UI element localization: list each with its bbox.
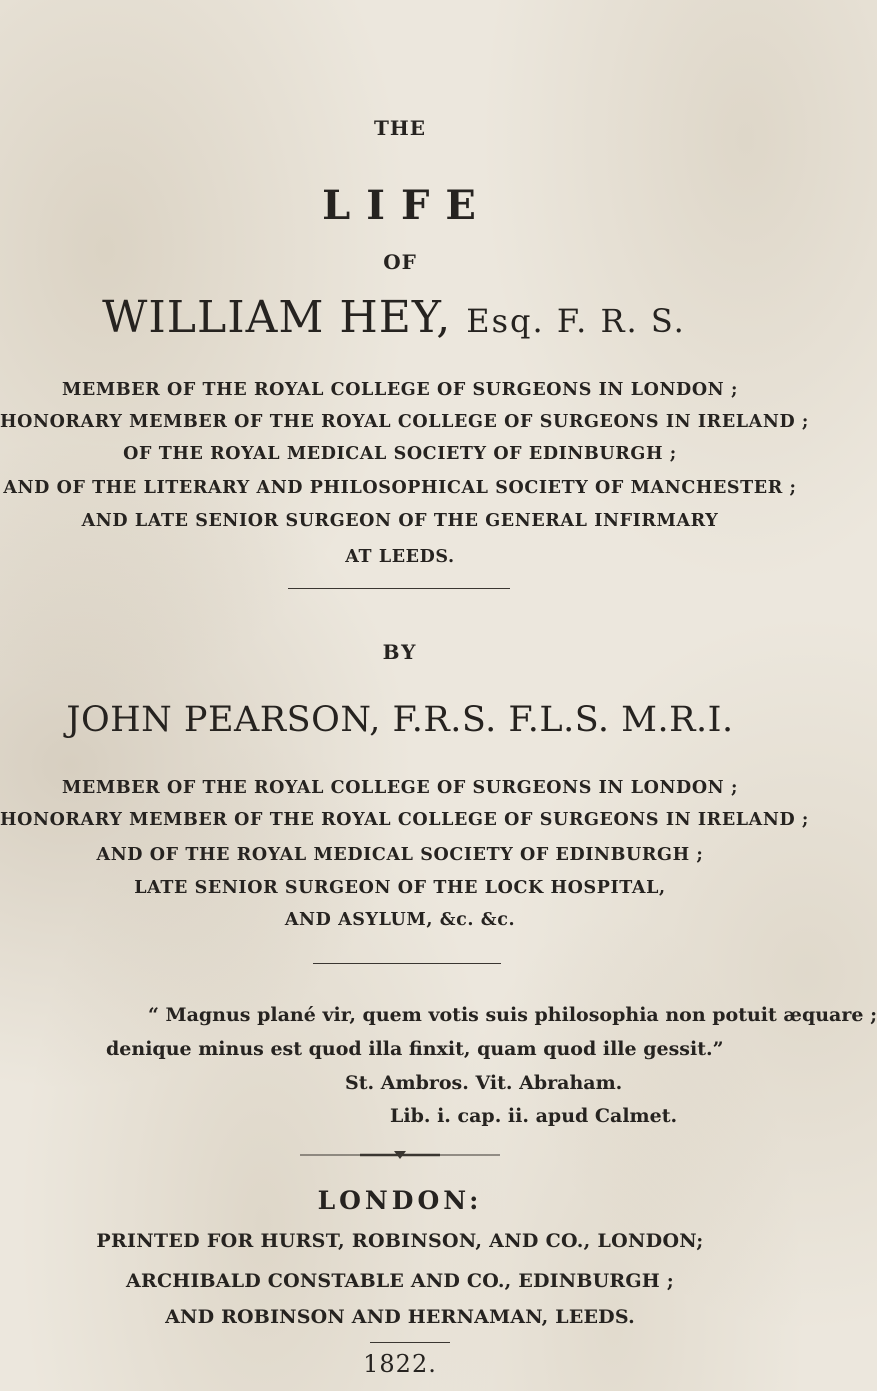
author-qualification: HONORARY MEMBER OF THE ROYAL COLLEGE OF SURGEONS IN IRELAND ; [0, 810, 809, 830]
imprint-line: AND ROBINSON AND HERNAMAN, LEEDS. [165, 1306, 635, 1328]
epigraph-attribution: St. Ambros. Vit. Abraham. [345, 1072, 623, 1094]
author-name: JOHN PEARSON, F.R.S. F.L.S. M.R.I. [66, 700, 734, 740]
author-qualification: AND ASYLUM, &c. &c. [284, 910, 516, 930]
epigraph-attribution: Lib. i. cap. ii. apud Calmet. [390, 1105, 678, 1127]
title-of: OF [383, 250, 417, 274]
subject-qualification: AND LATE SENIOR SURGEON OF THE GENERAL INFIRMARY [81, 511, 719, 531]
title-the: THE [373, 116, 427, 140]
by-label: BY [382, 640, 418, 664]
subject-qualification: AT LEEDS. [345, 547, 455, 567]
ornament-rule-icon [300, 1149, 500, 1161]
divider-rule [313, 963, 501, 964]
subject-heading [0, 292, 794, 343]
author-qualification: AND OF THE ROYAL MEDICAL SOCIETY OF EDINBURGH ; [96, 845, 704, 865]
divider-rule [288, 588, 510, 589]
subject-qualification: AND OF THE LITERARY AND PHILOSOPHICAL SOCIETY OF MANCHESTER ; [3, 478, 797, 498]
subject-qualification: OF THE ROYAL MEDICAL SOCIETY OF EDINBURGH ; [123, 444, 677, 464]
imprint-place: LONDON: [317, 1186, 483, 1215]
imprint-year: 1822. [363, 1350, 437, 1378]
subject-qualification: HONORARY MEMBER OF THE ROYAL COLLEGE OF SURGEONS IN IRELAND ; [0, 412, 809, 432]
epigraph-line: “ Magnus plané vir, quem votis suis philosophia non potuit æquare ; [148, 1004, 877, 1026]
epigraph-line: denique minus est quod illa finxit, quam quod ille gessit.” [106, 1038, 724, 1060]
imprint-line: ARCHIBALD CONSTABLE AND CO., EDINBURGH ; [126, 1270, 674, 1292]
title-life: LIFE [322, 182, 492, 229]
subject-qualification: MEMBER OF THE ROYAL COLLEGE OF SURGEONS IN LONDON ; [61, 380, 739, 400]
author-qualification: LATE SENIOR SURGEON OF THE LOCK HOSPITAL, [134, 878, 666, 898]
author-qualification: MEMBER OF THE ROYAL COLLEGE OF SURGEONS IN LONDON ; [61, 778, 739, 798]
subject-suffix: Esq. F. R. S. [466, 302, 686, 340]
imprint-line: PRINTED FOR HURST, ROBINSON, AND CO., LONDON; [96, 1230, 704, 1252]
divider-rule [370, 1342, 450, 1343]
subject-name: WILLIAM HEY, [102, 292, 452, 343]
